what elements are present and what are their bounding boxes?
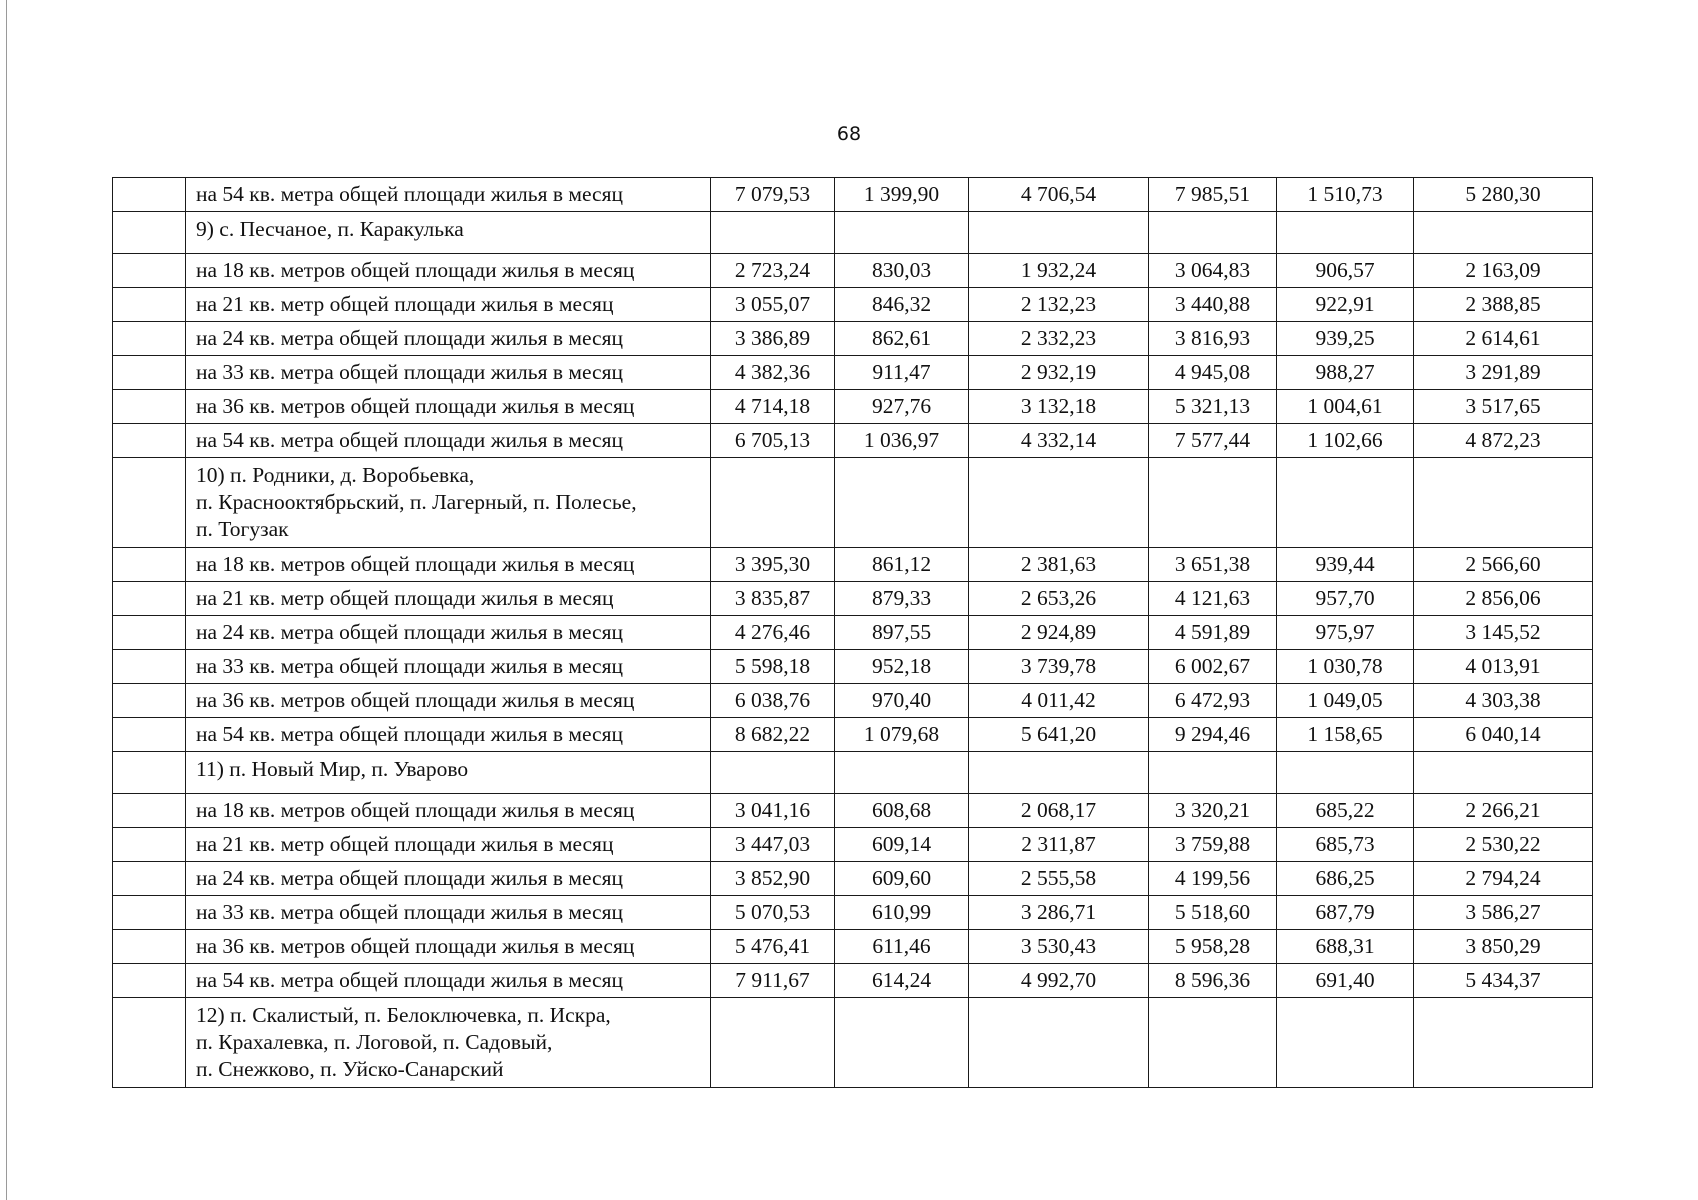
section-heading-line: п. Крахалевка, п. Логовой, п. Садовый, — [196, 1030, 553, 1054]
value-cell: 4 303,38 — [1414, 684, 1593, 718]
row-label: на 33 кв. метра общей площади жилья в месяц — [186, 356, 711, 390]
value-cell: 5 518,60 — [1149, 896, 1277, 930]
row-label: на 18 кв. метров общей площади жилья в месяц — [186, 548, 711, 582]
value-cell — [711, 212, 835, 254]
value-cell: 922,91 — [1277, 288, 1414, 322]
table-row — [113, 288, 1593, 322]
value-cell: 1 030,78 — [1277, 650, 1414, 684]
value-cell — [835, 752, 969, 794]
value-cell: 4 945,08 — [1149, 356, 1277, 390]
table-row — [113, 616, 1593, 650]
row-label: на 54 кв. метра общей площади жилья в месяц — [186, 178, 711, 212]
row-label: на 24 кв. метра общей площади жилья в месяц — [186, 862, 711, 896]
section-heading-line: 9) с. Песчаное, п. Каракулька — [196, 217, 464, 241]
value-cell — [835, 998, 969, 1088]
value-cell: 688,31 — [1277, 930, 1414, 964]
value-cell: 2 924,89 — [969, 616, 1149, 650]
value-cell: 3 816,93 — [1149, 322, 1277, 356]
value-cell: 830,03 — [835, 254, 969, 288]
value-cell: 3 145,52 — [1414, 616, 1593, 650]
value-cell — [1149, 458, 1277, 548]
table-row — [113, 322, 1593, 356]
value-cell: 691,40 — [1277, 964, 1414, 998]
row-label: на 33 кв. метра общей площади жилья в месяц — [186, 650, 711, 684]
value-cell: 1 004,61 — [1277, 390, 1414, 424]
section-heading — [186, 752, 711, 794]
value-cell: 1 399,90 — [835, 178, 969, 212]
index-cell — [113, 862, 186, 896]
value-cell: 4 121,63 — [1149, 582, 1277, 616]
index-cell — [113, 896, 186, 930]
value-cell: 1 510,73 — [1277, 178, 1414, 212]
row-label: на 36 кв. метров общей площади жилья в месяц — [186, 684, 711, 718]
row-label: на 33 кв. метра общей площади жилья в месяц — [186, 896, 711, 930]
value-cell — [1277, 458, 1414, 548]
value-cell: 3 852,90 — [711, 862, 835, 896]
value-cell: 8 596,36 — [1149, 964, 1277, 998]
index-cell — [113, 964, 186, 998]
table-row — [113, 254, 1593, 288]
value-cell: 4 013,91 — [1414, 650, 1593, 684]
index-cell — [113, 616, 186, 650]
index-cell — [113, 458, 186, 548]
table-row — [113, 582, 1593, 616]
value-cell: 2 266,21 — [1414, 794, 1593, 828]
value-cell: 5 280,30 — [1414, 178, 1593, 212]
index-cell — [113, 828, 186, 862]
section-heading — [186, 998, 711, 1088]
value-cell — [711, 458, 835, 548]
value-cell — [969, 998, 1149, 1088]
value-cell: 3 291,89 — [1414, 356, 1593, 390]
value-cell: 5 321,13 — [1149, 390, 1277, 424]
value-cell: 3 395,30 — [711, 548, 835, 582]
value-cell: 957,70 — [1277, 582, 1414, 616]
index-cell — [113, 650, 186, 684]
value-cell: 3 850,29 — [1414, 930, 1593, 964]
value-cell: 4 872,23 — [1414, 424, 1593, 458]
value-cell: 3 651,38 — [1149, 548, 1277, 582]
value-cell: 5 641,20 — [969, 718, 1149, 752]
section-heading-line: 11) п. Новый Мир, п. Уварово — [196, 757, 469, 781]
value-cell: 609,14 — [835, 828, 969, 862]
value-cell: 4 011,42 — [969, 684, 1149, 718]
table-row — [113, 862, 1593, 896]
value-cell: 4 199,56 — [1149, 862, 1277, 896]
value-cell: 608,68 — [835, 794, 969, 828]
value-cell — [835, 212, 969, 254]
value-cell: 3 447,03 — [711, 828, 835, 862]
value-cell: 1 932,24 — [969, 254, 1149, 288]
value-cell: 3 286,71 — [969, 896, 1149, 930]
value-cell: 4 382,36 — [711, 356, 835, 390]
value-cell: 2 530,22 — [1414, 828, 1593, 862]
value-cell — [835, 458, 969, 548]
index-cell — [113, 548, 186, 582]
value-cell: 7 079,53 — [711, 178, 835, 212]
row-label: на 24 кв. метра общей площади жилья в месяц — [186, 616, 711, 650]
value-cell: 1 158,65 — [1277, 718, 1414, 752]
index-cell — [113, 582, 186, 616]
row-label: на 21 кв. метр общей площади жилья в месяц — [186, 288, 711, 322]
value-cell: 687,79 — [1277, 896, 1414, 930]
value-cell: 5 598,18 — [711, 650, 835, 684]
index-cell — [113, 178, 186, 212]
table-row — [113, 964, 1593, 998]
value-cell: 2 388,85 — [1414, 288, 1593, 322]
value-cell: 4 276,46 — [711, 616, 835, 650]
value-cell: 988,27 — [1277, 356, 1414, 390]
index-cell — [113, 254, 186, 288]
table-row — [113, 178, 1593, 212]
value-cell: 911,47 — [835, 356, 969, 390]
table-body — [113, 178, 1593, 1088]
value-cell: 939,44 — [1277, 548, 1414, 582]
value-cell: 685,73 — [1277, 828, 1414, 862]
row-label: на 18 кв. метров общей площади жилья в месяц — [186, 254, 711, 288]
value-cell: 686,25 — [1277, 862, 1414, 896]
row-label: на 54 кв. метра общей площади жилья в месяц — [186, 424, 711, 458]
index-cell — [113, 684, 186, 718]
table-row — [113, 356, 1593, 390]
value-cell: 3 055,07 — [711, 288, 835, 322]
value-cell: 3 064,83 — [1149, 254, 1277, 288]
value-cell: 6 040,14 — [1414, 718, 1593, 752]
value-cell — [1414, 998, 1593, 1088]
value-cell: 4 591,89 — [1149, 616, 1277, 650]
value-cell: 862,61 — [835, 322, 969, 356]
value-cell: 7 911,67 — [711, 964, 835, 998]
section-row — [113, 212, 1593, 254]
page-number: 68 — [836, 123, 862, 145]
section-heading-line: 10) п. Родники, д. Воробьевка, — [196, 463, 475, 487]
index-cell — [113, 718, 186, 752]
value-cell: 614,24 — [835, 964, 969, 998]
value-cell: 3 041,16 — [711, 794, 835, 828]
value-cell: 3 517,65 — [1414, 390, 1593, 424]
value-cell: 2 555,58 — [969, 862, 1149, 896]
value-cell: 2 856,06 — [1414, 582, 1593, 616]
row-label: на 36 кв. метров общей площади жилья в месяц — [186, 390, 711, 424]
value-cell: 4 992,70 — [969, 964, 1149, 998]
value-cell — [1277, 998, 1414, 1088]
table-row — [113, 828, 1593, 862]
value-cell — [969, 212, 1149, 254]
value-cell: 4 714,18 — [711, 390, 835, 424]
section-heading — [186, 212, 711, 254]
row-label: на 24 кв. метра общей площади жилья в месяц — [186, 322, 711, 356]
section-row — [113, 458, 1593, 548]
row-label: на 21 кв. метр общей площади жилья в месяц — [186, 828, 711, 862]
value-cell: 610,99 — [835, 896, 969, 930]
value-cell: 952,18 — [835, 650, 969, 684]
index-cell — [113, 322, 186, 356]
index-cell — [113, 356, 186, 390]
value-cell: 3 530,43 — [969, 930, 1149, 964]
section-heading-line: п. Тогузак — [196, 517, 289, 541]
index-cell — [113, 794, 186, 828]
value-cell — [1414, 212, 1593, 254]
value-cell: 7 577,44 — [1149, 424, 1277, 458]
row-label: на 18 кв. метров общей площади жилья в месяц — [186, 794, 711, 828]
table-row — [113, 896, 1593, 930]
value-cell — [1277, 752, 1414, 794]
value-cell — [1414, 752, 1593, 794]
value-cell: 6 472,93 — [1149, 684, 1277, 718]
section-row — [113, 752, 1593, 794]
table-row — [113, 548, 1593, 582]
value-cell: 4 332,14 — [969, 424, 1149, 458]
value-cell: 3 132,18 — [969, 390, 1149, 424]
value-cell: 3 386,89 — [711, 322, 835, 356]
row-label: на 54 кв. метра общей площади жилья в месяц — [186, 718, 711, 752]
value-cell: 4 706,54 — [969, 178, 1149, 212]
value-cell: 927,76 — [835, 390, 969, 424]
index-cell — [113, 288, 186, 322]
value-cell: 2 932,19 — [969, 356, 1149, 390]
value-cell: 3 759,88 — [1149, 828, 1277, 862]
value-cell: 6 705,13 — [711, 424, 835, 458]
value-cell: 2 723,24 — [711, 254, 835, 288]
section-heading — [186, 458, 711, 548]
value-cell — [969, 458, 1149, 548]
page-edge-line — [6, 0, 7, 1200]
value-cell: 975,97 — [1277, 616, 1414, 650]
value-cell — [969, 752, 1149, 794]
row-label: на 36 кв. метров общей площади жилья в месяц — [186, 930, 711, 964]
table-row — [113, 794, 1593, 828]
value-cell: 3 586,27 — [1414, 896, 1593, 930]
value-cell: 5 434,37 — [1414, 964, 1593, 998]
index-cell — [113, 212, 186, 254]
value-cell: 8 682,22 — [711, 718, 835, 752]
value-cell: 3 739,78 — [969, 650, 1149, 684]
value-cell: 5 958,28 — [1149, 930, 1277, 964]
value-cell: 3 320,21 — [1149, 794, 1277, 828]
value-cell: 611,46 — [835, 930, 969, 964]
value-cell: 7 985,51 — [1149, 178, 1277, 212]
value-cell — [1414, 458, 1593, 548]
value-cell: 6 002,67 — [1149, 650, 1277, 684]
table-row — [113, 718, 1593, 752]
value-cell: 2 132,23 — [969, 288, 1149, 322]
value-cell — [711, 752, 835, 794]
table-row — [113, 424, 1593, 458]
table-row — [113, 650, 1593, 684]
tariff-table — [112, 177, 1593, 1088]
value-cell: 5 070,53 — [711, 896, 835, 930]
value-cell: 609,60 — [835, 862, 969, 896]
index-cell — [113, 424, 186, 458]
section-heading-line: 12) п. Скалистый, п. Белоключевка, п. Искра, — [196, 1003, 611, 1027]
index-cell — [113, 752, 186, 794]
value-cell — [1149, 212, 1277, 254]
index-cell — [113, 930, 186, 964]
value-cell: 1 079,68 — [835, 718, 969, 752]
value-cell — [711, 998, 835, 1088]
section-row — [113, 998, 1593, 1088]
value-cell: 2 332,23 — [969, 322, 1149, 356]
value-cell: 2 381,63 — [969, 548, 1149, 582]
value-cell: 3 835,87 — [711, 582, 835, 616]
value-cell — [1277, 212, 1414, 254]
value-cell: 1 102,66 — [1277, 424, 1414, 458]
value-cell — [1149, 998, 1277, 1088]
section-heading-line: п. Краснооктябрьский, п. Лагерный, п. Полесье, — [196, 490, 637, 514]
value-cell: 2 794,24 — [1414, 862, 1593, 896]
value-cell: 846,32 — [835, 288, 969, 322]
section-heading-line: п. Снежково, п. Уйско-Санарский — [196, 1057, 504, 1081]
value-cell: 1 049,05 — [1277, 684, 1414, 718]
index-cell — [113, 390, 186, 424]
value-cell — [1149, 752, 1277, 794]
value-cell: 685,22 — [1277, 794, 1414, 828]
value-cell: 2 653,26 — [969, 582, 1149, 616]
value-cell: 6 038,76 — [711, 684, 835, 718]
index-cell — [113, 998, 186, 1088]
value-cell: 3 440,88 — [1149, 288, 1277, 322]
value-cell: 2 614,61 — [1414, 322, 1593, 356]
row-label: на 54 кв. метра общей площади жилья в месяц — [186, 964, 711, 998]
value-cell: 2 311,87 — [969, 828, 1149, 862]
value-cell: 1 036,97 — [835, 424, 969, 458]
table-row — [113, 684, 1593, 718]
value-cell: 2 068,17 — [969, 794, 1149, 828]
value-cell: 970,40 — [835, 684, 969, 718]
table-row — [113, 390, 1593, 424]
value-cell: 897,55 — [835, 616, 969, 650]
value-cell: 939,25 — [1277, 322, 1414, 356]
row-label: на 21 кв. метр общей площади жилья в месяц — [186, 582, 711, 616]
value-cell: 2 566,60 — [1414, 548, 1593, 582]
value-cell: 906,57 — [1277, 254, 1414, 288]
value-cell: 879,33 — [835, 582, 969, 616]
value-cell: 5 476,41 — [711, 930, 835, 964]
value-cell: 9 294,46 — [1149, 718, 1277, 752]
value-cell: 861,12 — [835, 548, 969, 582]
table-row — [113, 930, 1593, 964]
value-cell: 2 163,09 — [1414, 254, 1593, 288]
